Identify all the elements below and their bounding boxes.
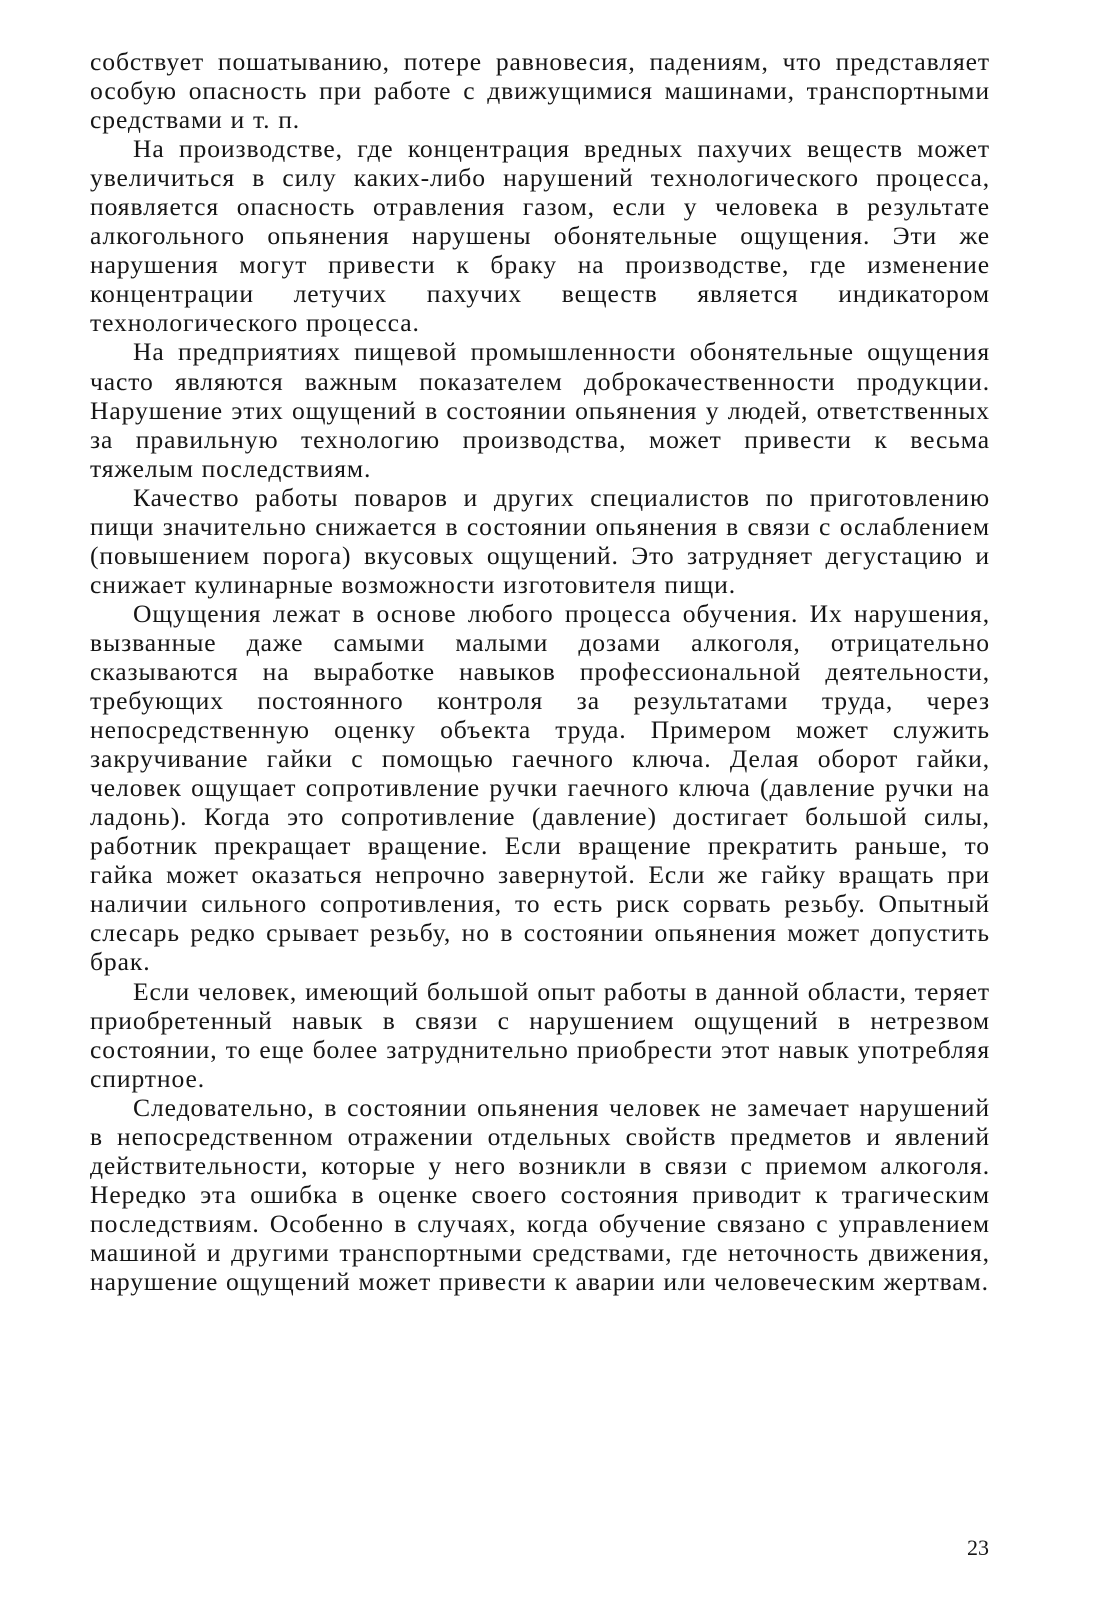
- paragraph: Следовательно, в состоянии опьянения человек не замечает нарушений в непосредственном отражении отдельных свойств предметов и явлений действительности, которые у него возникли в связи с приемом алкоголя. Нередко эта ошибка в оценке своего состояния приводит к трагическим последствиям. Особенно в случаях, когда обучение связано с управлением машиной и другими транспортными средствами, где неточность движения, нарушение ощущений может привести к аварии или человеческим жертвам.: [90, 1092, 990, 1296]
- paragraph: На производстве, где концентрация вредных пахучих веществ может увеличиться в силу каких-либо нарушений технологического процесса, появляется опасность отравления газом, если у человека в результате алкогольного опьянения нарушены обонятельные ощущения. Эти же нарушения могут привести к браку на производстве, где изменение концентрации летучих пахучих веществ является индикатором технологического процесса.: [90, 134, 990, 338]
- paragraph-continuation: собствует пошатыванию, потере равновесия, падениям, что представляет особую опасность при работе с движущимися машинами, транспортными средствами и т. п.: [90, 47, 990, 135]
- body-text: [90, 47, 990, 1296]
- paragraph: Если человек, имеющий большой опыт работы в данной области, теряет приобретенный навык в связи с нарушением ощущений в нетрезвом состоянии, то еще более затруднительно приобрести этот навык употребляя спиртное.: [90, 976, 990, 1093]
- page-number: 23: [967, 1535, 989, 1560]
- paragraph: Ощущения лежат в основе любого процесса обучения. Их нарушения, вызванные даже самыми малыми дозами алкоголя, отрицательно сказываются на выработке навыков профессиональной деятельности, требующих постоянного контроля за результатами труда, через непосредственную оценку объекта труда. Примером может служить закручивание гайки с помощью гаечного ключа. Делая оборот гайки, человек ощущает сопротивление ручки гаечного ключа (давление ручки на ладонь). Когда это сопротивление (давление) достигает большой силы, работник прекращает вращение. Если вращение прекратить раньше, то гайка может оказаться непрочно завернутой. Если же гайку вращать при наличии сильного сопротивления, то есть риск сорвать резьбу. Опытный слесарь редко срывает резьбу, но в состоянии опьянения может допустить брак.: [90, 598, 990, 977]
- paragraph: Качество работы поваров и других специалистов по приготовлению пищи значительно снижается в состоянии опьянения в связи с ослаблением (повышением порога) вкусовых ощущений. Это затрудняет дегустацию и снижает кулинарные возможности изготовителя пищи.: [90, 482, 990, 599]
- paragraph: На предприятиях пищевой промышленности обонятельные ощущения часто являются важным показателем доброкачественности продукции. Нарушение этих ощущений в состоянии опьянения у людей, ответственных за правильную технологию производства, может привести к весьма тяжелым последствиям.: [90, 337, 990, 483]
